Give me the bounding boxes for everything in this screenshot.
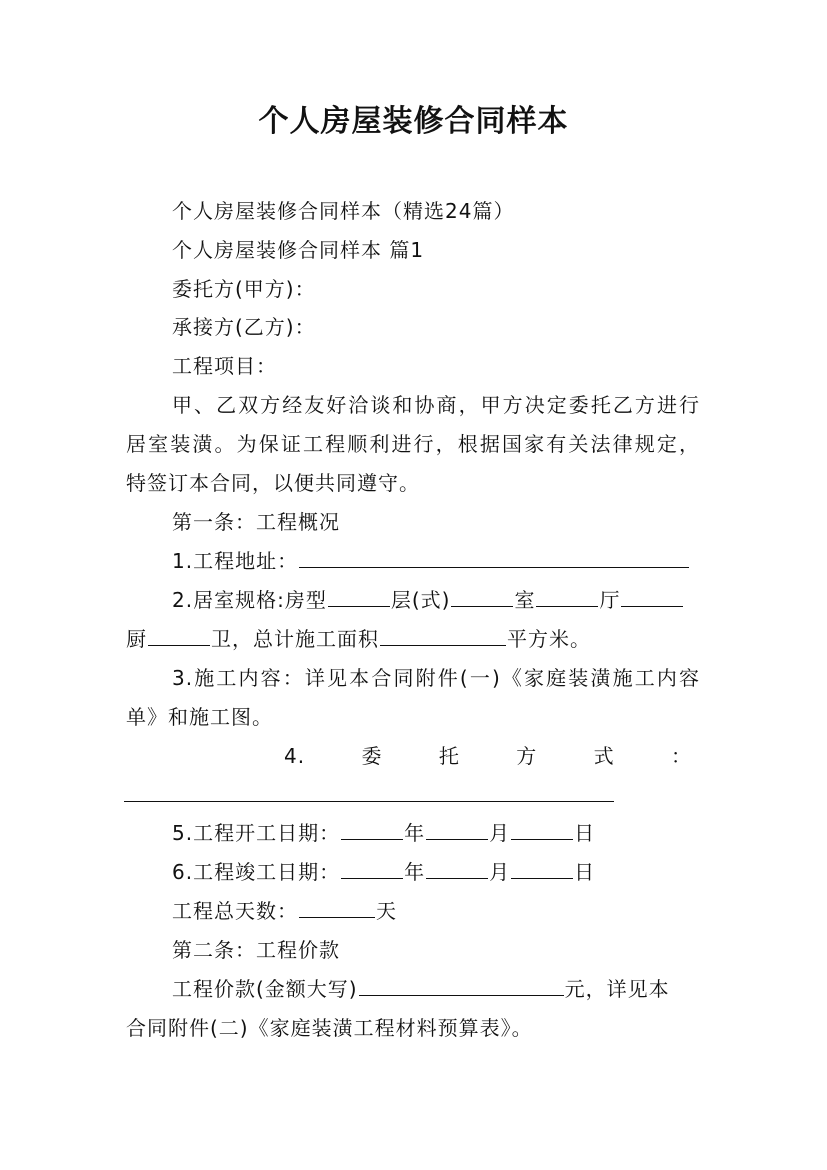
section-heading: 个人房屋装修合同样本 篇1 xyxy=(172,238,425,262)
party-a-label: 委托方(甲方)： xyxy=(172,277,316,301)
end-month-blank xyxy=(426,858,488,879)
start-day-blank xyxy=(511,819,573,840)
room-label: 室 xyxy=(514,588,536,612)
floor-label: 层(式) xyxy=(390,588,451,612)
item-4-char: 托 xyxy=(438,744,460,768)
item-4-char: 委 xyxy=(361,744,383,768)
price-line-2: 合同附件(二)《家庭装潢工程材料预算表》。 xyxy=(126,1016,533,1040)
kitchen-label: 厨 xyxy=(126,627,147,651)
document-title: 个人房屋装修合同样本 xyxy=(258,104,569,139)
commission-method-blank xyxy=(124,801,614,802)
party-b-label: 承接方(乙方)： xyxy=(172,315,316,339)
article-1-heading: 第一条：工程概况 xyxy=(172,510,340,534)
hall-blank xyxy=(621,586,683,607)
item-2-room-spec xyxy=(172,586,684,614)
year-label: 年 xyxy=(404,821,426,845)
item-4-char: 4. xyxy=(284,744,306,768)
end-day-blank xyxy=(511,858,573,879)
total-days-blank xyxy=(299,897,375,918)
item-1-address xyxy=(172,547,690,575)
days-unit: 天 xyxy=(376,899,397,923)
item-5-start-date xyxy=(172,819,595,847)
item-2-label: 2.居室规格:房型 xyxy=(172,588,327,612)
item-2-room-spec-cont xyxy=(126,625,591,653)
day-label: 日 xyxy=(574,821,596,845)
intro-line: 个人房屋装修合同样本（精选24篇） xyxy=(172,199,515,223)
item-5-label: 5.工程开工日期： xyxy=(172,821,341,845)
article-2-heading: 第二条：工程价款 xyxy=(172,938,340,962)
address-blank xyxy=(299,547,689,568)
start-year-blank xyxy=(341,819,403,840)
start-month-blank xyxy=(426,819,488,840)
month-label: 月 xyxy=(489,860,511,884)
project-label: 工程项目： xyxy=(172,354,277,378)
kitchen-blank xyxy=(148,625,210,646)
floor-blank xyxy=(451,586,513,607)
price-blank xyxy=(359,975,564,996)
item-3-line-1: 3.施工内容：详见本合同附件(一)《家庭装潢施工内容 xyxy=(172,666,700,690)
paragraph-1-line-1: 甲、乙双方经友好洽谈和协商，甲方决定委托乙方进行 xyxy=(172,393,700,417)
end-year-blank xyxy=(341,858,403,879)
area-blank xyxy=(380,625,506,646)
item-1-label: 1.工程地址： xyxy=(172,549,299,573)
sqm-label: 平方米。 xyxy=(507,627,591,651)
item-4-char: 式 xyxy=(593,744,615,768)
month-label: 月 xyxy=(489,821,511,845)
price-line-1 xyxy=(172,975,670,1003)
room-blank xyxy=(536,586,598,607)
item-6-end-date xyxy=(172,858,595,886)
item-4-commission-method xyxy=(284,742,692,770)
total-days xyxy=(172,897,397,925)
paragraph-1-line-3: 特签订本合同，以便共同遵守。 xyxy=(126,471,420,495)
item-4-char: ： xyxy=(670,744,692,768)
item-3-line-2: 单》和施工图。 xyxy=(126,705,273,729)
total-days-label: 工程总天数： xyxy=(172,899,298,923)
price-label: 工程价款(金额大写) xyxy=(172,977,358,1001)
item-4-char: 方 xyxy=(516,744,538,768)
hall-label: 厅 xyxy=(599,588,621,612)
price-unit: 元，详见本 xyxy=(564,977,670,1001)
paragraph-1-line-2: 居室装潢。为保证工程顺利进行，根据国家有关法律规定， xyxy=(126,432,700,456)
bath-area-label: 卫，总计施工面积 xyxy=(211,627,379,651)
layout-blank xyxy=(328,586,390,607)
year-label: 年 xyxy=(404,860,426,884)
day-label: 日 xyxy=(574,860,596,884)
item-6-label: 6.工程竣工日期： xyxy=(172,860,341,884)
